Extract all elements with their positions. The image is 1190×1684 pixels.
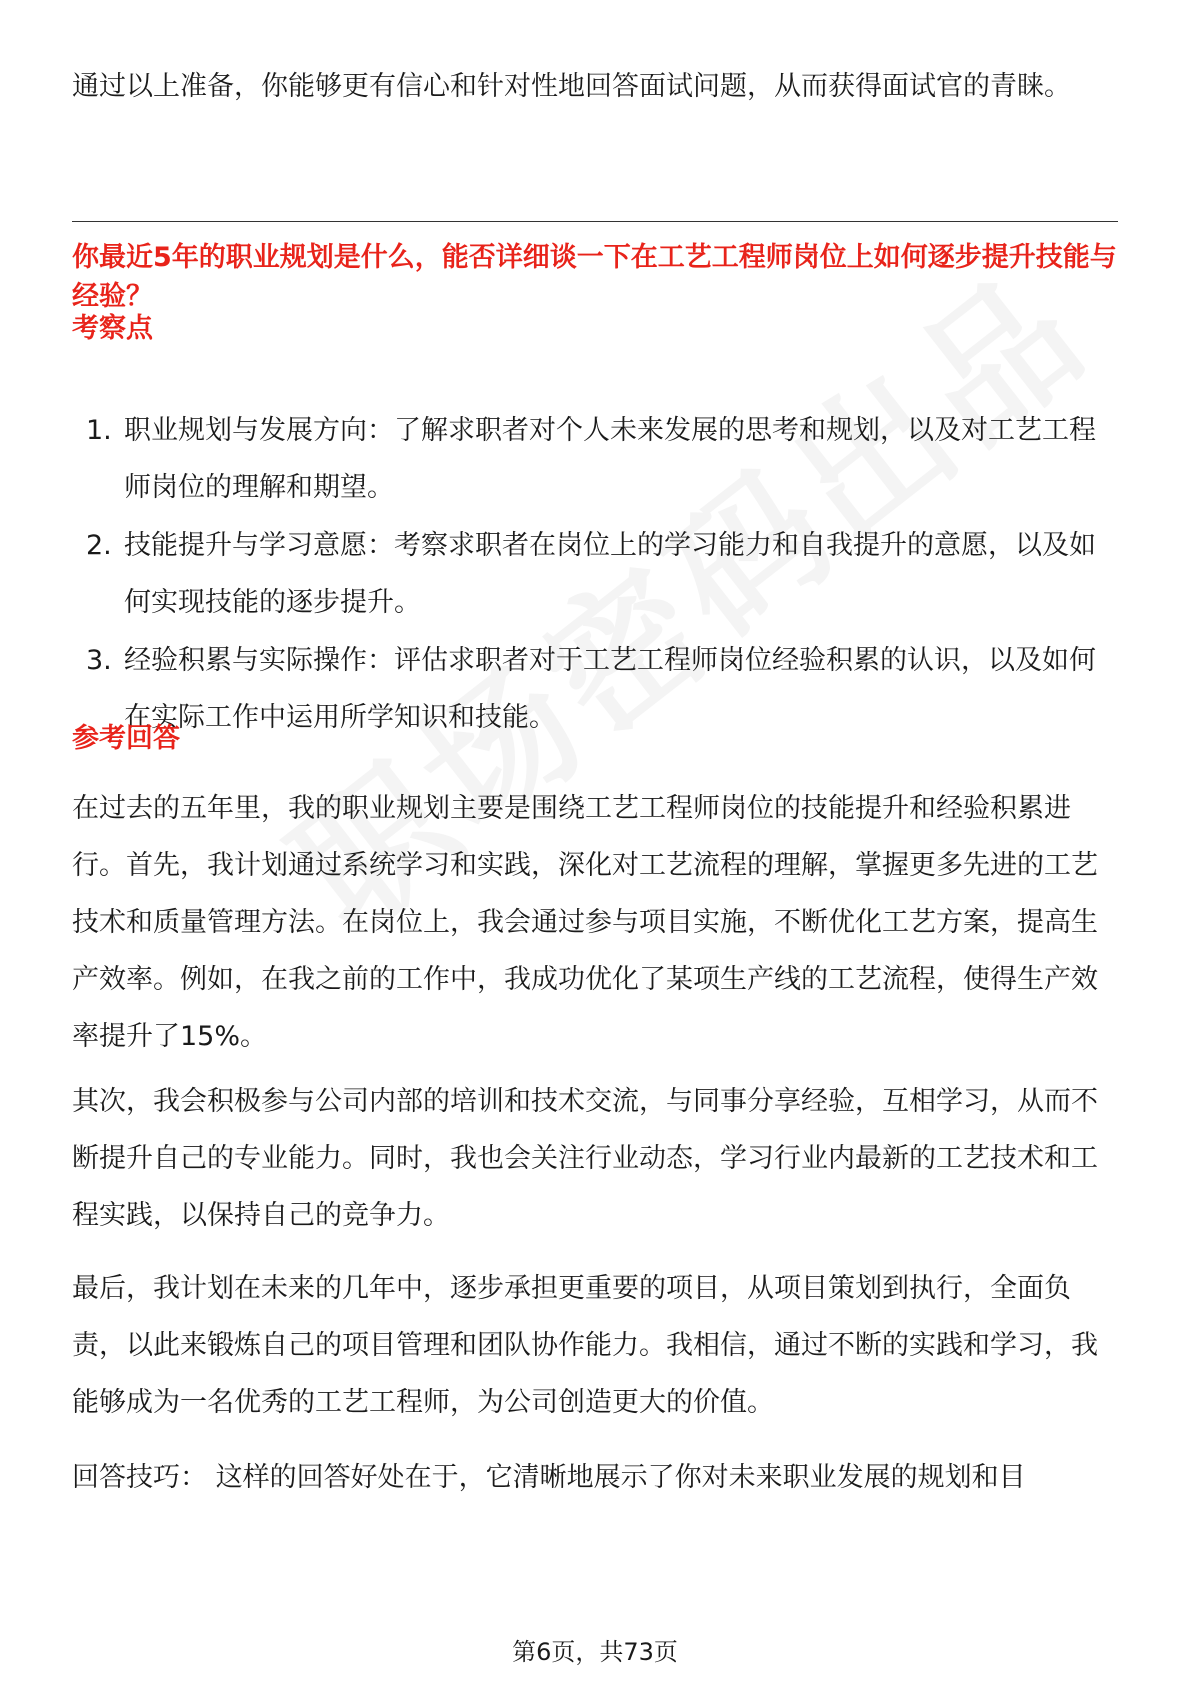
answer-paragraph-2: 其次，我会积极参与公司内部的培训和技术交流，与同事分享经验，互相学习，从而不断提升自己的专业能力。同时，我也会关注行业动态，学习行业内最新的工艺技术和工程实践，以保持自己的竞争力。 (72, 1086, 1098, 1231)
list-item-text: 经验积累与实际操作：评估求职者对于工艺工程师岗位经验积累的认识，以及如何在实际工作中运用所学知识和技能。 (124, 645, 1096, 733)
answer-tip: 回答技巧： 这样的回答好处在于，它清晰地展示了你对未来职业发展的规划和目 (72, 1462, 1026, 1493)
section-divider (72, 221, 1118, 222)
answer-paragraph-1: 在过去的五年里，我的职业规划主要是围绕工艺工程师岗位的技能提升和经验积累进行。首先，我计划通过系统学习和实践，深化对工艺流程的理解，掌握更多先进的工艺技术和质量管理方法。在岗位上，我会通过参与项目实施，不断优化工艺方案，提高生产效率。例如，在我之前的工作中，我成功优化了某项生产线的工艺流程，使得生产效率提升了15%。 (72, 793, 1098, 1052)
list-item-text: 技能提升与学习意愿：考察求职者在岗位上的学习能力和自我提升的意愿，以及如何实现技能的逐步提升。 (124, 530, 1096, 618)
list-item-number: 3. (86, 645, 112, 676)
interview-question: 你最近5年的职业规划是什么，能否详细谈一下在工艺工程师岗位上如何逐步提升技能与经验？ (72, 242, 1117, 312)
list-item (72, 632, 1122, 746)
page-number-footer: 第6页，共73页 (512, 1638, 678, 1666)
assessment-list (72, 402, 1122, 747)
list-item (72, 402, 1122, 516)
list-item-number: 2. (86, 530, 112, 561)
answer-paragraph-3: 最后，我计划在未来的几年中，逐步承担更重要的项目，从项目策划到执行，全面负责，以此来锻炼自己的项目管理和团队协作能力。我相信，通过不断的实践和学习，我能够成为一名优秀的工艺工程师，为公司创造更大的价值。 (72, 1273, 1098, 1418)
intro-paragraph: 通过以上准备，你能够更有信心和针对性地回答面试问题，从而获得面试官的青睐。 (72, 71, 1071, 102)
list-item (72, 517, 1122, 631)
list-item-text: 职业规划与发展方向：了解求职者对个人未来发展的思考和规划，以及对工艺工程师岗位的理解和期望。 (124, 415, 1096, 503)
answer-heading: 参考回答 (72, 723, 180, 754)
assessment-heading: 考察点 (72, 313, 153, 344)
list-item-number: 1. (86, 415, 112, 446)
